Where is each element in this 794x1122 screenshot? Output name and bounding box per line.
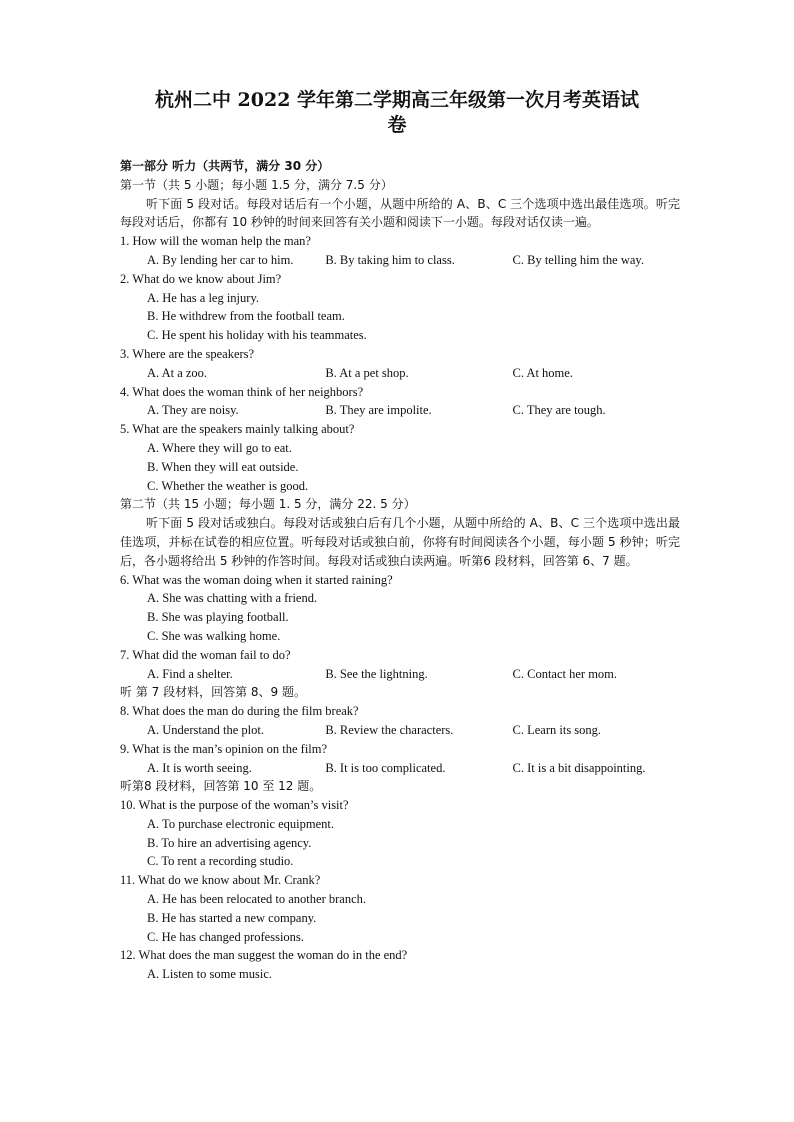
question-5	[120, 420, 680, 495]
question-stem: 12. What does the man suggest the woman do in the end?	[120, 948, 408, 963]
question-8	[120, 702, 680, 740]
question-stem: 10. What is the purpose of the woman’s visit?	[120, 798, 349, 813]
option-b: B. They are impolite.	[325, 403, 432, 418]
options-row	[120, 401, 680, 420]
option-c: C. He spent his holiday with his teammates.	[147, 328, 367, 343]
option-c: C. They are tough.	[512, 403, 606, 418]
option-a: A. Understand the plot.	[147, 722, 264, 737]
question-stem: 3. Where are the speakers?	[120, 346, 255, 361]
option-a: A. He has been relocated to another branch.	[147, 892, 367, 907]
option-c: C. She was walking home.	[147, 628, 281, 643]
option-a: A. By lending her car to him.	[147, 252, 294, 267]
listening-note-8: 听第8 段材料，回答第 10 至 12 题。	[120, 779, 322, 794]
option-b: B. To hire an advertising agency.	[147, 835, 312, 850]
question-2	[120, 270, 680, 345]
question-7	[120, 646, 680, 684]
option-a: A. He has a leg injury.	[147, 290, 260, 305]
option-c: C. Whether the weather is good.	[147, 478, 309, 493]
option-a: A. Where they will go to eat.	[147, 440, 292, 455]
section2-instructions: 听下面 5 段对话或独白。每段对话或独白后有几个小题，从题中所给的 A、B、C 三个选项中选出最佳选项，并标在试卷的相应位置。听每段对话或独白前，你将有时间阅读各个小题，每小题 5 秒钟；听完后，各小题将给出 5 秒钟的作答时间。每段对话或独白读两遍。听第6 段材料，回答第 6、7 题。	[120, 516, 680, 568]
option-a: A. They are noisy.	[147, 403, 239, 418]
option-a: A. To purchase electronic equipment.	[147, 816, 335, 831]
options-row	[120, 759, 680, 778]
option-c: C. Learn its song.	[512, 722, 602, 737]
question-stem: 9. What is the man’s opinion on the film?	[120, 741, 328, 756]
option-c: C. Contact her mom.	[512, 666, 618, 681]
part1-heading: 第一部分 听力（共两节，满分 30 分）	[120, 159, 330, 173]
question-10	[120, 796, 680, 871]
option-a: A. Listen to some music.	[147, 967, 272, 982]
option-b: B. See the lightning.	[325, 666, 428, 681]
question-stem: 11. What do we know about Mr. Crank?	[120, 873, 321, 888]
option-c: C. It is a bit disappointing.	[512, 760, 646, 775]
option-a: A. Find a shelter.	[147, 666, 233, 681]
question-3	[120, 345, 680, 383]
question-stem: 2. What do we know about Jim?	[120, 271, 282, 286]
option-b: B. When they will eat outside.	[147, 459, 299, 474]
listening-note-7: 听 第 7 段材料，回答第 8、9 题。	[120, 685, 306, 700]
exam-title-line2: 卷	[387, 114, 407, 136]
option-c: C. He has changed professions.	[147, 929, 304, 944]
option-a: A. It is worth seeing.	[147, 760, 252, 775]
question-9	[120, 740, 680, 778]
option-c: C. By telling him the way.	[512, 252, 644, 267]
option-b: B. Review the characters.	[325, 722, 454, 737]
exam-title	[0, 88, 794, 138]
question-stem: 1. How will the woman help the man?	[120, 234, 311, 249]
question-stem: 4. What does the woman think of her neighbors?	[120, 384, 364, 399]
section1-heading: 第一节（共 5 小题；每小题 1.5 分，满分 7.5 分）	[120, 177, 393, 192]
question-stem: 6. What was the woman doing when it started raining?	[120, 572, 393, 587]
question-1	[120, 232, 680, 270]
section2-heading: 第二节（共 15 小题；每小题 1. 5 分，满分 22. 5 分）	[120, 497, 416, 512]
question-4	[120, 383, 680, 421]
question-12	[120, 946, 680, 984]
option-b: B. He has started a new company.	[147, 910, 317, 925]
options-row	[120, 364, 680, 383]
question-11	[120, 871, 680, 946]
exam-title-line1: 杭州二中 2022 学年第二学期高三年级第一次月考英语试	[154, 89, 640, 111]
option-b: B. It is too complicated.	[325, 760, 446, 775]
question-stem: 8. What does the man do during the film break?	[120, 704, 359, 719]
option-b: B. By taking him to class.	[325, 252, 455, 267]
options-row	[120, 721, 680, 740]
section1-instructions: 听下面 5 段对话。每段对话后有一个小题，从题中所给的 A、B、C 三个选项中选出最佳选项。听完每段对话后，你都有 10 秒钟的时间来回答有关小题和阅读下一小题。每段对话仅读一遍。	[120, 196, 680, 230]
options-row	[120, 665, 680, 684]
option-b: B. She was playing football.	[147, 610, 289, 625]
option-a: A. At a zoo.	[147, 365, 208, 380]
option-c: C. To rent a recording studio.	[147, 854, 294, 869]
option-b: B. At a pet shop.	[325, 365, 409, 380]
options-row	[120, 251, 680, 270]
option-b: B. He withdrew from the football team.	[147, 309, 345, 324]
option-a: A. She was chatting with a friend.	[147, 591, 318, 606]
question-stem: 5. What are the speakers mainly talking about?	[120, 422, 355, 437]
question-stem: 7. What did the woman fail to do?	[120, 647, 291, 662]
option-c: C. At home.	[512, 365, 573, 380]
exam-content	[120, 157, 680, 984]
question-6	[120, 571, 680, 646]
